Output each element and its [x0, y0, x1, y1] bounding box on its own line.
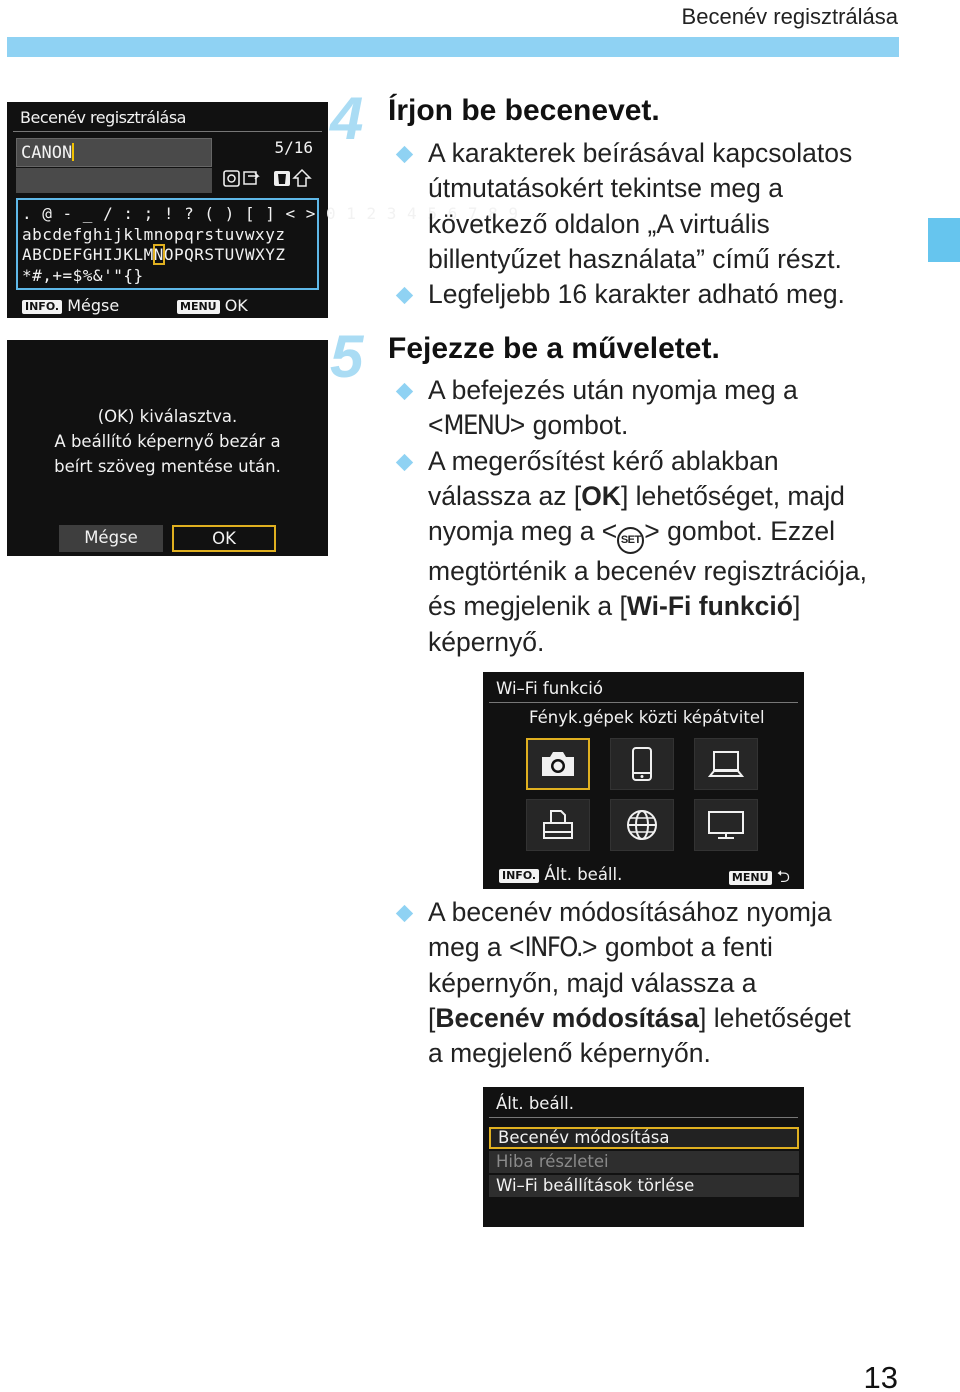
cancel-hint[interactable]: INFO. Mégse [22, 296, 119, 315]
keyboard-row-special[interactable]: *#,+=$%&'"{} [22, 265, 144, 285]
keyboard-row-lowercase[interactable]: abcdefghijklmnopqrstuvwxyz [22, 224, 286, 244]
step-number-5: 5 [330, 323, 362, 390]
wifi-footer [499, 865, 790, 886]
menu-item-error-details[interactable]: Hiba részletei [489, 1151, 799, 1173]
computer-icon [708, 749, 744, 779]
printer-tile[interactable] [526, 799, 590, 851]
ok-button[interactable]: OK [172, 525, 276, 552]
ok-hint[interactable]: MENU OK [177, 296, 248, 315]
wifi-title: Wi–Fi funkció [496, 679, 603, 698]
edit-icons [222, 166, 322, 192]
tv-icon [706, 809, 746, 841]
step4-bullet-1: A karakterek beírásával kapcsolatos útmutatásokért tekintse meg a következő oldalon „A virtuális billentyűzet használata” című részt. [394, 136, 914, 277]
divider [489, 1117, 798, 1118]
camera-icon [538, 749, 578, 779]
menu-button-icon: MENU [729, 871, 772, 885]
info-button-icon: INFO. [499, 869, 539, 883]
camera-transfer-tile[interactable] [526, 738, 590, 790]
char-counter: 5/16 [274, 138, 313, 157]
wifi-subtitle: Fényk.gépek közti képátvitel [529, 708, 765, 727]
step5-note [394, 895, 914, 1071]
keyboard-row-uppercase[interactable]: ABCDEFGHIJKLMNOPQRSTUVWXYZ [22, 245, 286, 264]
screen-wifi-function [483, 672, 804, 889]
screen-confirmation [7, 340, 328, 556]
divider [13, 131, 322, 132]
selected-key[interactable]: N [153, 245, 164, 264]
step5-title: Fejezze be a műveletet. [388, 332, 720, 365]
globe-icon [625, 808, 659, 842]
cancel-button[interactable]: Mégse [59, 525, 163, 552]
computer-tile[interactable] [694, 738, 758, 790]
header-bar [7, 37, 899, 57]
tv-tile[interactable] [694, 799, 758, 851]
divider [489, 702, 798, 703]
web-service-tile[interactable] [610, 799, 674, 851]
keyboard-footer [22, 296, 320, 314]
menu-item-clear-wifi-settings[interactable]: Wi–Fi beállítások törlése [489, 1175, 799, 1197]
smartphone-tile[interactable] [610, 738, 674, 790]
settings-title: Ált. beáll. [496, 1094, 574, 1113]
menu-button-label: MENU [443, 410, 510, 442]
set-button-icon: SET [617, 527, 644, 554]
info-button-label: INFO. [524, 932, 583, 964]
smartphone-icon [630, 746, 654, 782]
running-header: Becenév regisztrálása [681, 4, 898, 29]
printer-icon [540, 808, 576, 842]
step5-bullets [394, 373, 914, 660]
back-arrow-icon: ⮌ [776, 867, 790, 886]
screen-nickname-keyboard [7, 102, 519, 318]
menu-button-icon: MENU [177, 300, 220, 314]
step4-title: Írjon be becenevet. [388, 94, 660, 127]
confirm-message: (OK) kiválasztva. A beállító képernyő bezár a beírt szöveg mentése után. [54, 407, 281, 476]
screen-general-settings [483, 1087, 804, 1227]
text-caret [72, 143, 74, 161]
keyboard-row-symbols[interactable]: . @ - _ / : ; ! ? ( ) [ ] < > 0 1 2 3 4 5 6 7 8 9 [22, 204, 519, 223]
step4-bullets [394, 136, 914, 312]
screen-title: Becenév regisztrálása [20, 108, 186, 127]
back-hint[interactable] [729, 865, 790, 893]
step5-bullet-2: A megerősítést kérő ablakban válassza az [OK] lehetőséget, majd nyomja meg a < SET > gombot. Ezzel megtörténik a becenév regisztrációja, és megjelenik a [Wi-Fi funkció] képernyő. [394, 444, 914, 660]
virtual-keyboard [16, 198, 519, 290]
page-number: 13 [863, 1360, 898, 1392]
nickname-value: CANON [21, 143, 73, 163]
step-number-4: 4 [330, 85, 362, 152]
general-settings-hint[interactable]: INFO. Ált. beáll. [499, 865, 622, 884]
input-area [16, 168, 212, 193]
chapter-tab [928, 218, 960, 262]
menu-item-change-nickname[interactable]: Becenév módosítása [489, 1127, 799, 1149]
step5-bullet-1: A befejezés után nyomja meg a <MENU> gombot. [394, 373, 914, 444]
step4-bullet-2: Legfeljebb 16 karakter adható meg. [394, 277, 914, 312]
step5-bullet-3: A becenév módosításához nyomja meg a <INFO.> gombot a fenti képernyőn, majd válassza a [Becenév módosítása] lehetőséget a megjelenő képernyőn. [394, 895, 914, 1071]
nickname-input[interactable] [16, 138, 212, 167]
info-button-icon: INFO. [22, 300, 62, 314]
